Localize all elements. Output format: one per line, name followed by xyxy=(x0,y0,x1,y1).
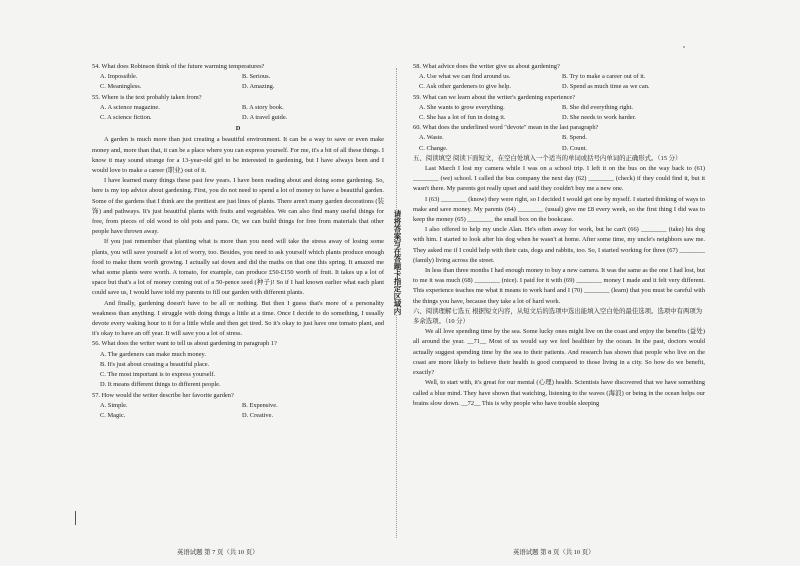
option: D. Count. xyxy=(562,144,588,152)
paragraph: A garden is much more than just creating a beautiful environment. It can be a way to save or even make money and, more than that, it can be a place where you can express yourself. For me, it's a bit of all these things. I know it may sound strange for a 13-year-old girl to be interested in gardening, but I have always been and I would love to make a career (职业) out of it. xyxy=(92,136,384,175)
section-letter: D xyxy=(235,125,241,133)
option: D. She needs to work harder. xyxy=(562,114,637,122)
option: A. A science magazine. xyxy=(100,103,160,111)
option: B. It's just about creating a beautiful place. xyxy=(100,360,210,368)
page-footer-right: 英语试题 第 8 页（共 10 页） xyxy=(513,549,595,556)
question-59: 59. What can we learn about the writer's gardening experience? xyxy=(413,93,576,101)
question-55-options xyxy=(100,103,384,123)
question-56: 56. What does the writer want to tell us about gardening in paragraph 1? xyxy=(92,340,277,348)
question-57: 57. How would the writer describe her favorite garden? xyxy=(92,391,234,399)
speck xyxy=(683,46,685,48)
option: D. Amazing. xyxy=(242,83,275,91)
section-6-heading: 六、阅读理解七选五 根据短文内容，从短文后的选项中选出能填入空白处的最佳选项。选项中有两项为多余选项。（10 分） xyxy=(413,307,703,326)
option: C. Meaningless. xyxy=(100,83,142,91)
option: D. It means different things to different people. xyxy=(100,381,221,389)
page-footer-left: 英语试题 第 7 页（共 10 页） xyxy=(177,549,259,556)
paragraph: I have learned many things these past few years. I have been reading about and doing some gardening. So, here is my top advice about gardening. First, you do not need to spend a lot of money to have a beautiful garden. Some of the gardens that I think are the prettiest are just lines of plants. There aren't many garden decorations (装饰) and pathways. It's just beautiful plants with fruits and vegetables. We can also find many useful things for free, from pieces of old wood to old pots and pans. Or, we can build things for free from materials that other people have thrown away. xyxy=(92,177,384,236)
option: A. She wants to grow everything. xyxy=(419,103,505,111)
option: B. Try to make a career out of it. xyxy=(562,73,646,81)
cloze-paragraph: Last March I lost my camera while I was on a school trip. I left it on the bus on the way back to (61) ________ (we) school. I called the bus company the next day (62) ________ (check) if they could find it, but it wasn't there. My parents got really upset and said they couldn't buy me a new one. xyxy=(413,165,705,193)
option: B. A story book. xyxy=(242,103,284,111)
cloze-paragraph: I also offered to help my uncle Alan. He's often away for work, but he can't (66) ________ (take) his dog with him. I started to look after his dog when he wasn't at home. After some time, my uncle's neighbors saw me. They asked me if I could help with their cats, dogs and rabbits, too. So, I started working for three (67) ________ (family) living across the street. xyxy=(413,226,705,264)
question-60-options xyxy=(419,133,705,153)
left-page xyxy=(92,62,384,421)
cloze-paragraph: In less than three months I had enough money to buy a new camera. It was the same as the one I had lost, but to me it was much (68) ________ (nice). I paid for it with (69) ________ money I made and it felt very different. This experience teaches me what it means to work hard and I (70) ________ (learn) that you must be careful with the things you have, because they take a lot of hard work. xyxy=(413,267,705,305)
question-54: 54. What does Robinson think of the future warming temperatures? xyxy=(92,63,265,70)
section-5-heading: 五、阅读填空 阅读下面短文，在空白处填入一个适当的单词或括号内单词的正确形式。（15 分） xyxy=(413,154,682,162)
question-57-options xyxy=(100,401,384,421)
paragraph: If you just remember that planting what is more than you need will take the stress away of losing some plants, you will save yourself a lot of worry, too. Besides, you need to ask yourself which plants produce enough food to make them worth growing. I actually sat down and did the maths on that one this spring. It amazed me what some plants were worth. A tomato, for example, can produce £50-£150 worth of fruit. It takes up a lot of space but that's a lot of money coming out of a 50-pence seed (种子)! So if I had known earlier what each plant could save us, I would have told my parents to fill our garden with different plants. xyxy=(92,238,384,297)
question-55: 55. Where is the text probably taken from? xyxy=(92,93,202,101)
cloze-paragraph: I (63) ________ (know) they were right, so I decided I would get one by myself. I started thinking of ways to make and save money. My parents (64) ________ (usual) give me £8 every week, so the first thing I did was to keep the money (65) ________ the small box on the bookcase. xyxy=(413,195,705,224)
option: C. The most important is to express yourself. xyxy=(100,371,216,379)
option: B. Spend. xyxy=(562,134,588,142)
option: A. The gardeners can make much money. xyxy=(100,350,206,358)
option: D. Creative. xyxy=(242,411,274,419)
question-60: 60. What does the underlined word "devote" mean in the last paragraph? xyxy=(413,124,599,132)
right-page xyxy=(413,62,705,409)
question-54-options xyxy=(100,72,384,92)
question-58: 58. What advice does the writer give us about gardening? xyxy=(413,63,560,70)
option: C. A science fiction. xyxy=(100,114,152,122)
option: D. A travel guide. xyxy=(242,114,288,122)
binding-note: 请将答案写在答题卡指定区域内 xyxy=(390,210,402,315)
option: C. Magic. xyxy=(100,411,126,419)
margin-mark xyxy=(75,511,76,525)
option: B. She did everything right. xyxy=(562,103,633,111)
option: A. Waste. xyxy=(419,134,444,142)
question-59-options xyxy=(419,103,705,123)
option: C. Change. xyxy=(419,144,448,152)
option: A. Impossible. xyxy=(100,73,138,81)
question-58-options xyxy=(419,72,705,92)
option: C. Ask other gardeners to give help. xyxy=(419,83,511,91)
option: A. Use what we can find around us. xyxy=(419,73,511,81)
option: C. She has a lot of fun in doing it. xyxy=(419,114,506,122)
option: A. Simple. xyxy=(100,401,128,409)
reading-paragraph: Well, to start with, it's great for our mental (心理) health. Scientists have discovered that we have something called a blue mind. They have shown that watching, listening to the waves (海浪) or being in the ocean helps our brains slow down. __72__ This is why people who have trouble sleeping xyxy=(413,379,705,407)
option: D. Spend as much time as we can. xyxy=(562,83,650,91)
option: B. Serious. xyxy=(242,73,271,81)
option: B. Expensive. xyxy=(242,401,278,409)
paragraph: And finally, gardening doesn't have to be all or nothing. But then I guess that's more of a personality weakness than anything. I struggle with doing things a little at a time. Once I decide to do something, I usually devote every waking hour to it for a little while and then get tired. So it's okay to just have one tomato plant, and it's okay to have an off year. It will save you a lot of stress. xyxy=(92,299,384,338)
reading-paragraph: We all love spending time by the sea. Some lucky ones might live on the coast and enjoy the benefits (益处) all around the year. __71__ Most of us would say we feel healthier by the ocean. In the past, doctors would actually suggest spending time by the sea to their patients. And research has shown that people who live on the coast are more likely to believe their health is good compared to those living in a city. So how do we benefit, exactly? xyxy=(413,328,705,377)
